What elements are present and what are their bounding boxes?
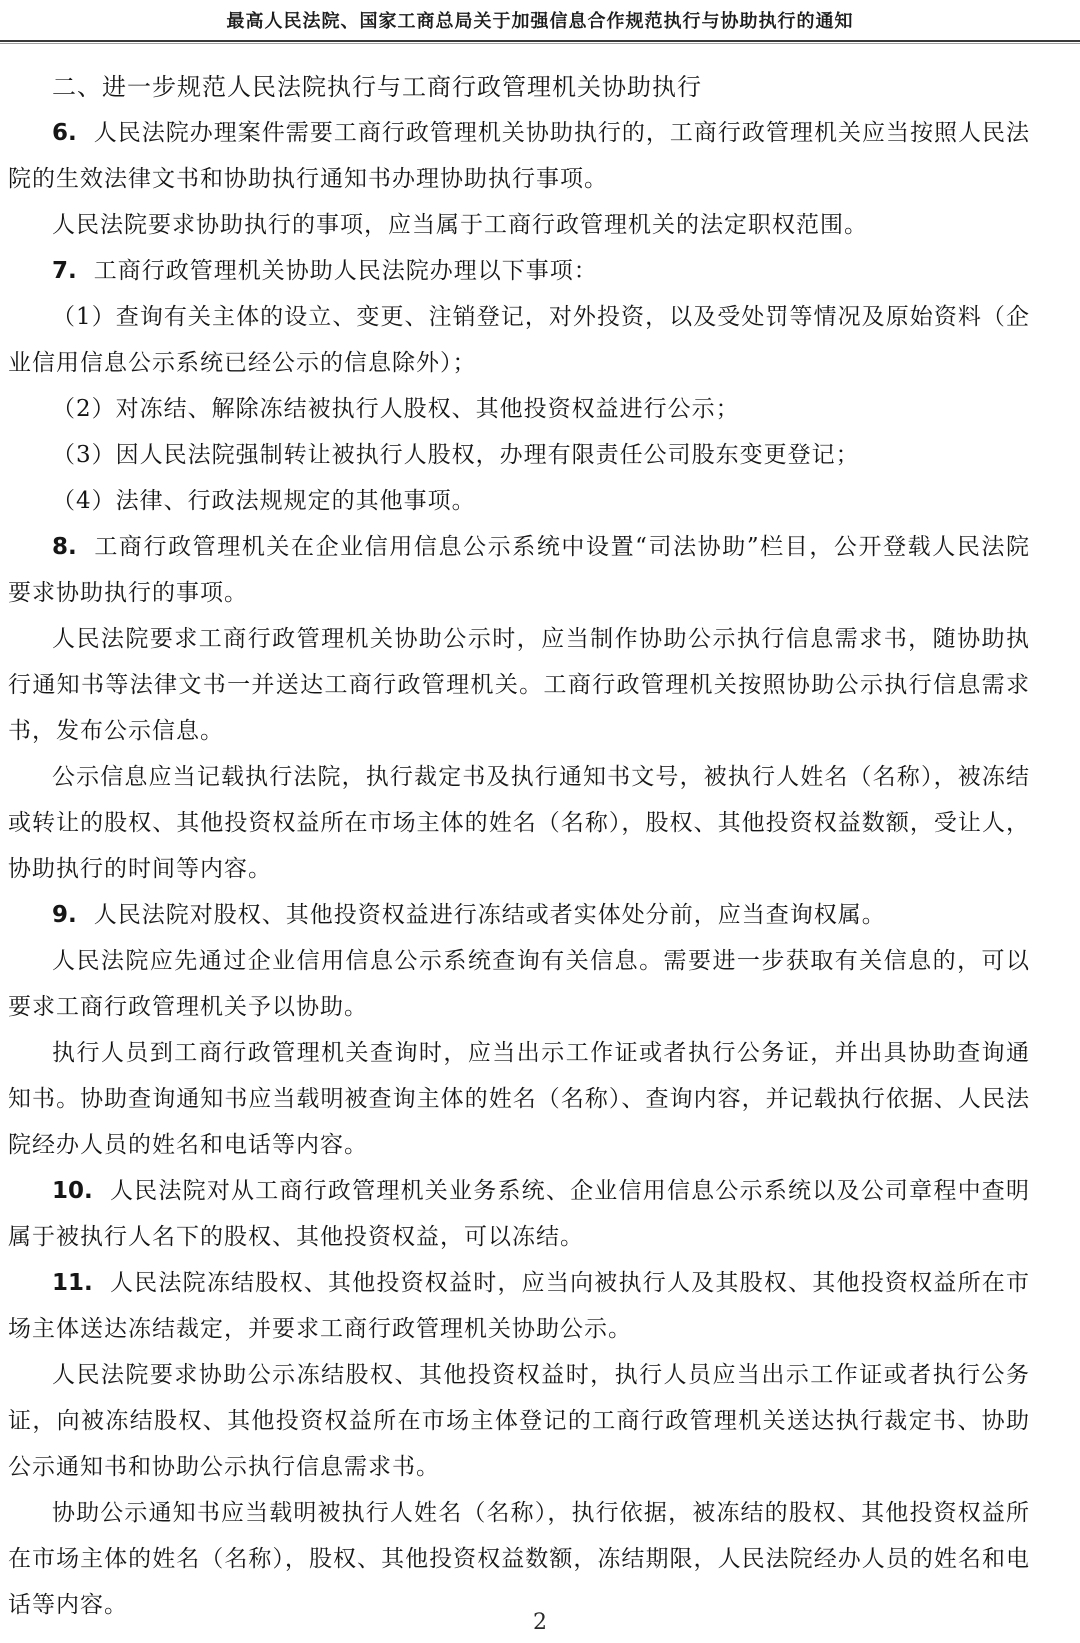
item-number-6: 6. [52,120,77,146]
paragraph-item-11 [8,1260,1030,1352]
paragraph-text: （1）查询有关主体的设立、变更、注销登记，对外投资，以及受处罚等情况及原始资料（企业信用信息公示系统已经公示的信息除外）； [8,304,1030,376]
paragraph-text: （4）法律、行政法规规定的其他事项。 [52,488,476,514]
paragraph-item-9 [8,892,1030,938]
paragraph-text: 执行人员到工商行政管理机关查询时，应当出示工作证或者执行公务证，并出具协助查询通知书。协助查询通知书应当载明被查询主体的姓名（名称）、查询内容，并记载执行依据、人民法院经办人员的姓名和电话等内容。 [8,1040,1030,1158]
paragraph-text: 人民法院冻结股权、其他投资权益时，应当向被执行人及其股权、其他投资权益所在市场主体送达冻结裁定，并要求工商行政管理机关协助公示。 [8,1270,1030,1342]
paragraph-text: 工商行政管理机关在企业信用信息公示系统中设置“司法协助”栏目，公开登载人民法院要求协助执行的事项。 [8,534,1030,606]
section-heading: 二、进一步规范人民法院执行与工商行政管理机关协助执行 [52,73,702,101]
paragraph-subitem-2 [8,386,1030,432]
paragraph-subitem-4 [8,478,1030,524]
paragraph-text: 人民法院要求工商行政管理机关协助公示时，应当制作协助公示执行信息需求书，随协助执行通知书等法律文书一并送达工商行政管理机关。工商行政管理机关按照协助公示执行信息需求书，发布公示信息。 [8,626,1030,744]
paragraph-item-6 [8,110,1030,202]
document-body [0,44,1080,1628]
paragraph-text: （2）对冻结、解除冻结被执行人股权、其他投资权益进行公示； [52,396,740,422]
page-number: 2 [533,1610,547,1635]
paragraph-subitem-3 [8,432,1030,478]
paragraph-text: 工商行政管理机关协助人民法院办理以下事项： [93,258,598,284]
paragraph-text: 人民法院要求协助公示冻结股权、其他投资权益时，执行人员应当出示工作证或者执行公务证，向被冻结股权、其他投资权益所在市场主体登记的工商行政管理机关送达执行裁定书、协助公示通知书和协助公示执行信息需求书。 [8,1362,1030,1480]
header-divider-thick-line [0,40,1080,42]
paragraph [8,202,1030,248]
paragraph-text: （3）因人民法院强制转让被执行人股权，办理有限责任公司股东变更登记； [52,442,860,468]
item-number-8: 8. [52,534,77,560]
item-number-7: 7. [52,258,77,284]
item-number-9: 9. [52,902,77,928]
paragraph [8,1030,1030,1168]
document-title: 最高人民法院、国家工商总局关于加强信息合作规范执行与协助执行的通知 [226,11,854,32]
paragraph [8,1490,1030,1628]
paragraph [8,616,1030,754]
paragraph [8,938,1030,1030]
paragraph-text: 人民法院办理案件需要工商行政管理机关协助执行的，工商行政管理机关应当按照人民法院的生效法律文书和协助执行通知书办理协助执行事项。 [8,120,1030,192]
paragraph-text: 公示信息应当记载执行法院，执行裁定书及执行通知书文号，被执行人姓名（名称），被冻结或转让的股权、其他投资权益所在市场主体的姓名（名称），股权、其他投资权益数额，受让人，协助执行的时间等内容。 [8,764,1030,882]
item-number-11: 11. [52,1270,93,1296]
paragraph-text: 人民法院要求协助执行的事项，应当属于工商行政管理机关的法定职权范围。 [52,212,868,238]
paragraph-text: 人民法院应先通过企业信用信息公示系统查询有关信息。需要进一步获取有关信息的，可以要求工商行政管理机关予以协助。 [8,948,1030,1020]
item-number-10: 10. [52,1178,93,1204]
paragraph-text: 人民法院对股权、其他投资权益进行冻结或者实体处分前，应当查询权属。 [93,902,886,928]
paragraph-text: 人民法院对从工商行政管理机关业务系统、企业信用信息公示系统以及公司章程中查明属于被执行人名下的股权、其他投资权益，可以冻结。 [8,1178,1030,1250]
paragraph-item-7 [8,248,1030,294]
paragraph [8,754,1030,892]
paragraph-item-10 [8,1168,1030,1260]
paragraph-text: 协助公示通知书应当载明被执行人姓名（名称），执行依据，被冻结的股权、其他投资权益所在市场主体的姓名（名称），股权、其他投资权益数额，冻结期限，人民法院经办人员的姓名和电话等内容。 [8,1500,1030,1618]
document-header [0,0,1080,44]
paragraph-item-8 [8,524,1030,616]
paragraph [8,1352,1030,1490]
paragraph-subitem-1 [8,294,1030,386]
